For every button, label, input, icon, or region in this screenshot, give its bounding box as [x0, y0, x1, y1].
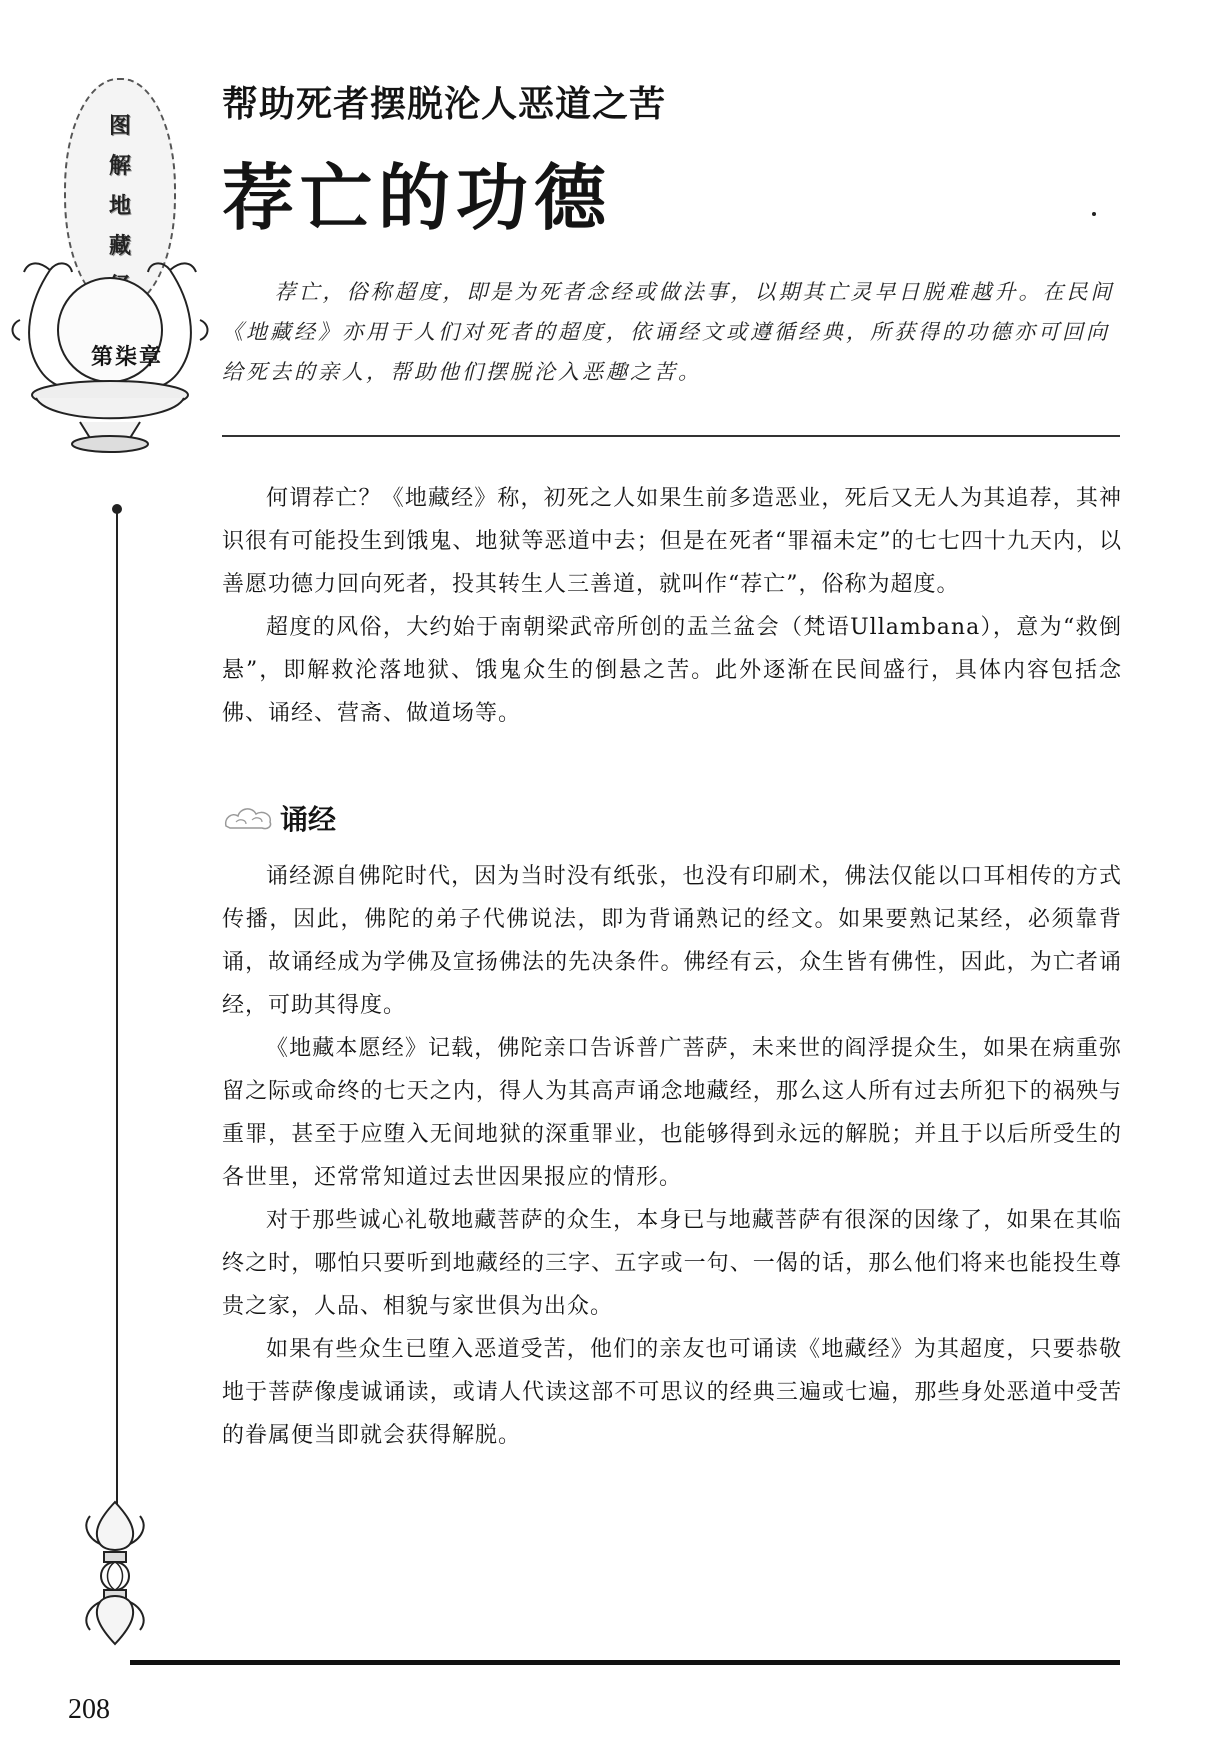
vertical-rule [116, 508, 118, 1528]
series-char: 解 [108, 154, 131, 179]
page-number: 208 [68, 1694, 110, 1725]
cloud-ornament-icon [222, 804, 274, 832]
twin-fish-ornament-icon [10, 260, 220, 500]
paragraph: 何谓荐亡？《地藏经》称，初死之人如果生前多造恶业，死后又无人为其追荐，其神识很有可能投生到饿鬼、地狱等恶道中去；但是在死者“罪福未定”的七七四十九天内，以善愿功德力回向死者，投其转生人三善道，就叫作“荐亡”，俗称为超度。 [222, 486, 1122, 597]
footer-rule [130, 1660, 1120, 1665]
print-speck [1092, 212, 1096, 216]
horizontal-rule [222, 435, 1120, 437]
intro-text: 荐亡，俗称超度，即是为死者念经或做法事，以期其亡灵早日脱难越升。在民间《地藏经》亦用于人们对死者的超度，依诵经文或遵循经典，所获得的功德亦可回向给死去的亲人，帮助他们摆脱沦入恶趣之苦。 [222, 280, 1115, 384]
body-text [222, 477, 1122, 735]
paragraph: 《地藏本愿经》记载，佛陀亲口告诉普广菩萨，未来世的阎浮提众生，如果在病重弥留之际或命终的七天之内，得人为其高声诵念地藏经，那么这人所有过去所犯下的祸殃与重罪，甚至于应堕入无间地狱的深重罪业，也能够得到永远的解脱；并且于以后所受生的各世里，还常常知道过去世因果报应的情形。 [222, 1036, 1122, 1190]
paragraph: 诵经源自佛陀时代，因为当时没有纸张，也没有印刷术，佛法仅能以口耳相传的方式传播，因此，佛陀的弟子代佛说法，即为背诵熟记的经文。如果要熟记某经，必须靠背诵，故诵经成为学佛及宣扬佛法的先决条件。佛经有云，众生皆有佛性，因此，为亡者诵经，可助其得度。 [222, 864, 1122, 1018]
vajra-ornament-icon [70, 1498, 160, 1648]
series-char: 图 [108, 114, 131, 139]
paragraph: 对于那些诚心礼敬地藏菩萨的众生，本身已与地藏菩萨有很深的因缘了，如果在其临终之时，哪怕只要听到地藏经的三字、五字或一句、一偈的话，那么他们将来也能投生尊贵之家，人品、相貌与家世俱为出众。 [222, 1208, 1122, 1319]
page-subtitle: 帮助死者摆脱沦人恶道之苦 [222, 83, 667, 125]
section-body [222, 855, 1122, 1457]
page-title: 荐亡的功德 [222, 155, 613, 240]
paragraph: 超度的风俗，大约始于南朝梁武帝所创的盂兰盆会（梵语Ullambana），意为“救倒悬”，即解救沦落地狱、饿鬼众生的倒悬之苦。此外逐渐在民间盛行，具体内容包括念佛、诵经、营斋、做道场等。 [222, 615, 1122, 726]
chapter-label: 第柒章 [90, 345, 163, 370]
intro-paragraph [222, 272, 1122, 392]
series-char: 地 [108, 194, 131, 219]
section-title: 诵经 [280, 803, 337, 836]
paragraph: 如果有些众生已堕入恶道受苦，他们的亲友也可诵读《地藏经》为其超度，只要恭敬地于菩萨像虔诚诵读，或请人代读这部不可思议的经典三遍或七遍，那些身处恶道中受苦的眷属便当即就会获得解脱。 [222, 1337, 1122, 1448]
series-char: 藏 [108, 234, 131, 259]
